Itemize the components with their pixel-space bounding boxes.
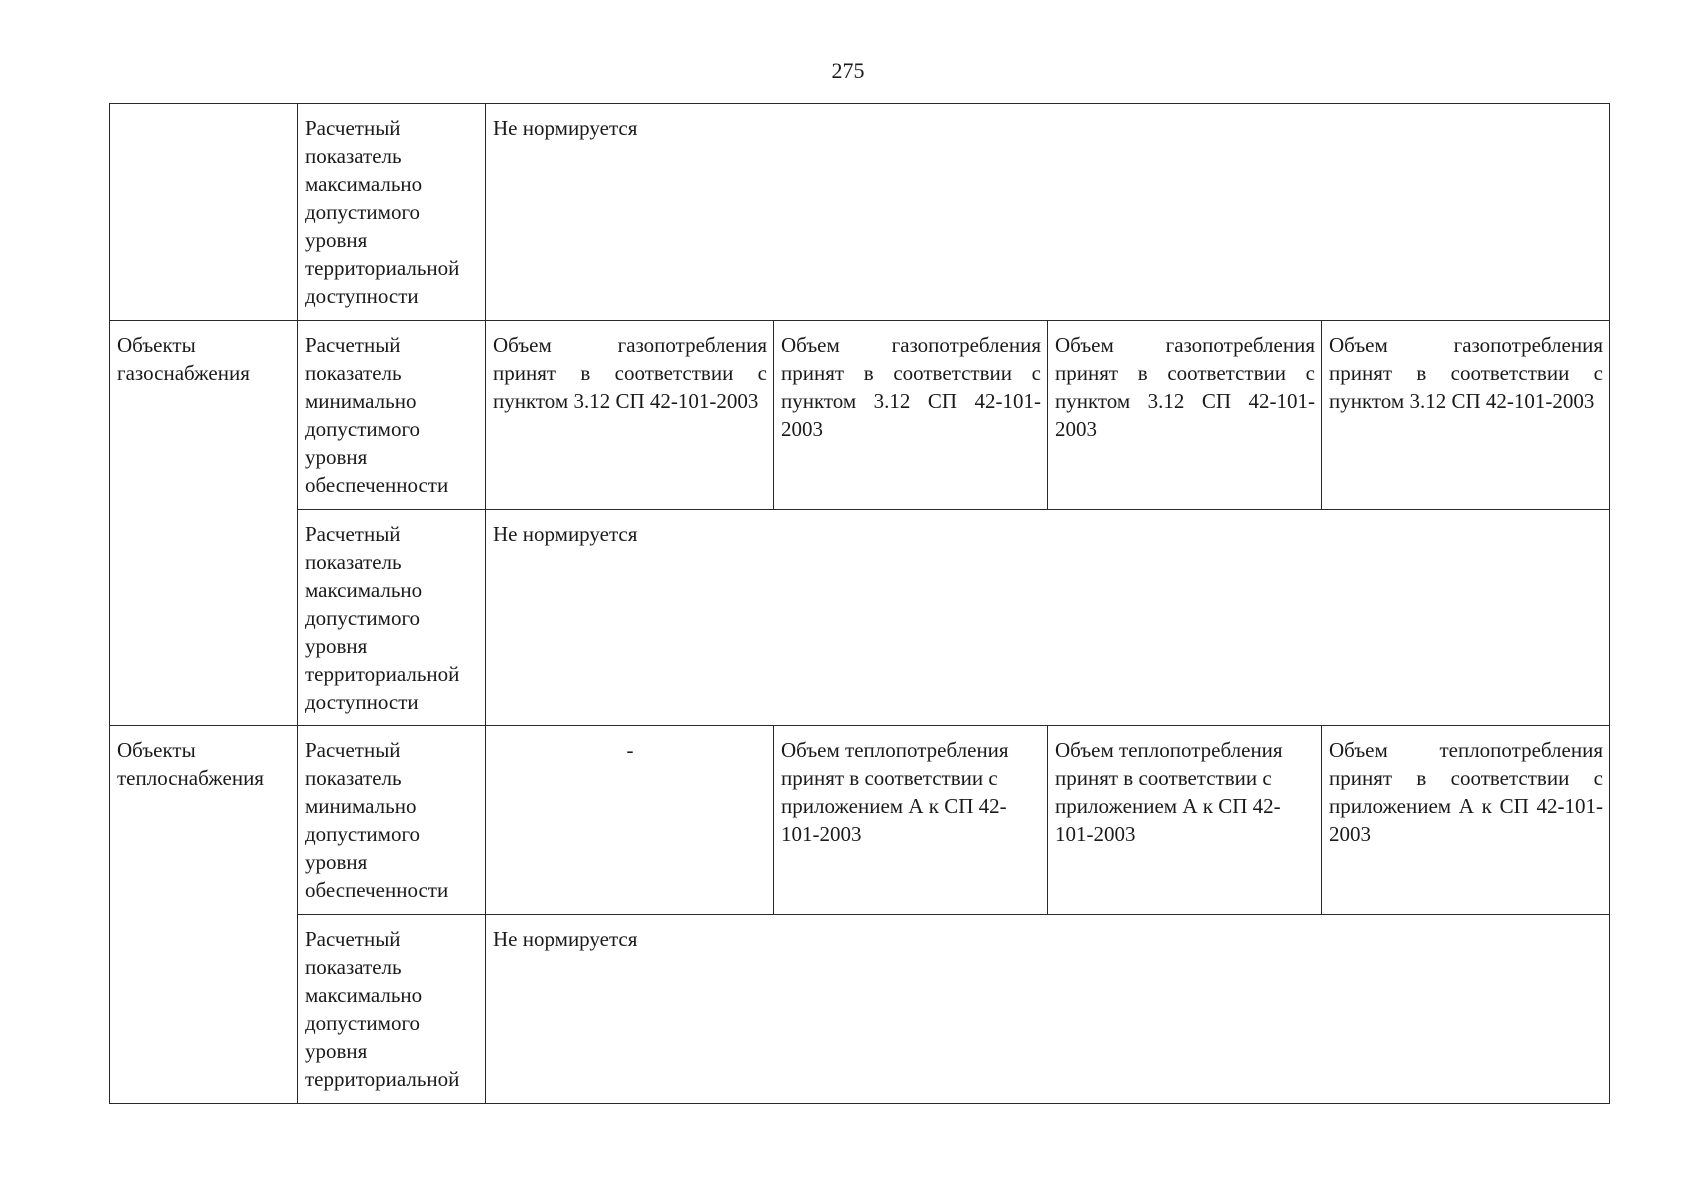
table-row — [110, 510, 1610, 726]
indicator-line: Расчетный — [305, 738, 401, 762]
indicator-line: территориальной — [305, 256, 460, 280]
indicator-line: максимально — [305, 578, 423, 602]
indicator-line: уровня — [305, 445, 368, 469]
object-cell-gas-supply — [110, 321, 298, 726]
table-row — [110, 321, 1610, 510]
object-line: Объекты — [117, 333, 196, 357]
indicator-line: обеспеченности — [305, 878, 449, 902]
indicator-cell — [298, 915, 486, 1104]
indicator-line: территориальной — [305, 1067, 460, 1091]
table-row — [110, 104, 1610, 321]
value-cell: Объем газопотребления принят в соответствии с пунктом 3.12 СП 42-101-2003 — [1322, 321, 1610, 510]
indicator-line: показатель — [305, 144, 402, 168]
value-cell-not-normalized: Не нормируется — [486, 915, 1610, 1104]
indicator-line: показатель — [305, 361, 402, 385]
indicator-line: максимально — [305, 983, 423, 1007]
object-cell-empty — [110, 104, 298, 321]
indicator-line: максимально — [305, 172, 423, 196]
indicator-line: допустимого — [305, 1011, 421, 1035]
indicator-line: Расчетный — [305, 116, 401, 140]
indicator-cell — [298, 104, 486, 321]
indicator-line: обеспеченности — [305, 473, 449, 497]
value-cell: Объем газопотребления принят в соответствии с пунктом 3.12 СП 42-101-2003 — [774, 321, 1048, 510]
indicator-line: уровня — [305, 228, 368, 252]
object-line: Объекты — [117, 738, 196, 762]
indicator-line: показатель — [305, 955, 402, 979]
object-line: теплоснабжения — [117, 766, 264, 790]
indicator-line: уровня — [305, 634, 368, 658]
value-cell: Объем теплопотребления принят в соответствии с приложением А к СП 42-101-2003 — [774, 726, 1048, 915]
value-cell: Объем газопотребления принят в соответствии с пунктом 3.12 СП 42-101-2003 — [1048, 321, 1322, 510]
table-row — [110, 915, 1610, 1104]
indicator-line: Расчетный — [305, 522, 401, 546]
value-cell-not-normalized: Не нормируется — [486, 104, 1610, 321]
indicator-line: Расчетный — [305, 927, 401, 951]
indicator-line: территориальной — [305, 662, 460, 686]
indicator-line: Расчетный — [305, 333, 401, 357]
indicator-line: уровня — [305, 1039, 368, 1063]
indicator-line: допустимого — [305, 417, 421, 441]
indicator-line: доступности — [305, 284, 419, 308]
indicator-line: минимально — [305, 389, 417, 413]
page-number: 275 — [831, 58, 865, 83]
indicator-line: допустимого — [305, 822, 421, 846]
indicator-cell — [298, 321, 486, 510]
indicator-line: показатель — [305, 766, 402, 790]
value-cell-dash: - — [486, 726, 774, 915]
indicator-cell — [298, 726, 486, 915]
indicator-line: допустимого — [305, 200, 421, 224]
indicator-line: уровня — [305, 850, 368, 874]
table-row — [110, 726, 1610, 915]
indicator-line: допустимого — [305, 606, 421, 630]
value-cell: Объем теплопотребления принят в соответствии с приложением А к СП 42-101-2003 — [1322, 726, 1610, 915]
value-cell-not-normalized: Не нормируется — [486, 510, 1610, 726]
value-cell: Объем газопотребления принят в соответствии с пунктом 3.12 СП 42-101-2003 — [486, 321, 774, 510]
indicator-line: доступности — [305, 690, 419, 714]
indicator-line: показатель — [305, 550, 402, 574]
normative-table — [109, 103, 1610, 1104]
indicator-cell — [298, 510, 486, 726]
indicator-line: минимально — [305, 794, 417, 818]
object-line: газоснабжения — [117, 361, 250, 385]
object-cell-heat-supply — [110, 726, 298, 1104]
value-cell: Объем теплопотребления принят в соответствии с приложением А к СП 42-101-2003 — [1048, 726, 1322, 915]
